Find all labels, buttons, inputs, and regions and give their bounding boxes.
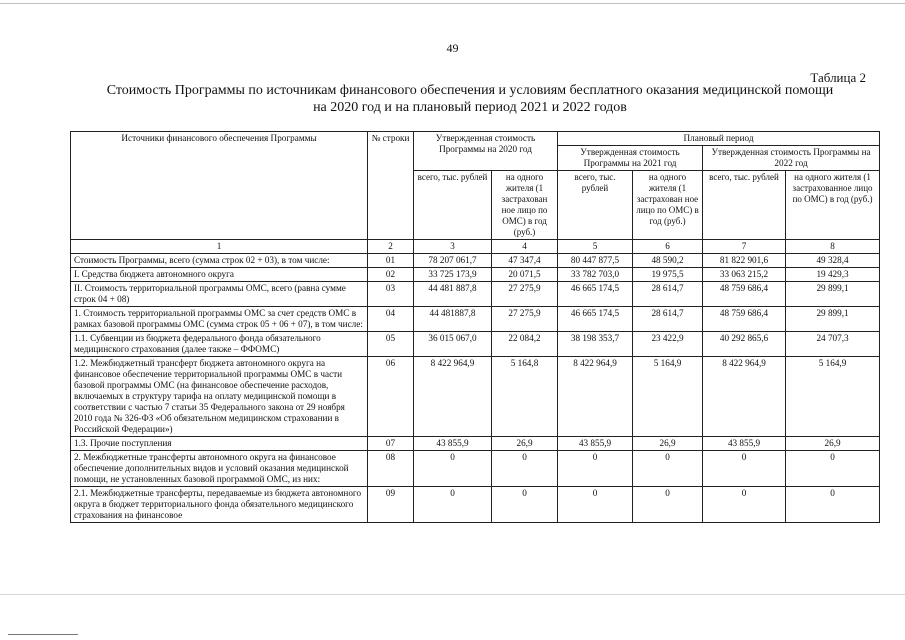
- total-2022-cell: 48 759 686,4: [703, 282, 786, 307]
- total-2021-cell: 38 198 353,7: [558, 332, 633, 357]
- header-total-2021: всего, тыс. рублей: [558, 171, 633, 240]
- row-number: 05: [368, 332, 414, 357]
- total-2020-cell: 43 855,9: [414, 437, 492, 451]
- per-capita-2022-cell: 29 899,1: [786, 282, 880, 307]
- total-2020-cell: 0: [414, 451, 492, 487]
- per-capita-2020-cell: 20 071,5: [492, 268, 558, 282]
- total-2021-cell: 8 422 964,9: [558, 357, 633, 437]
- total-2022-cell: 48 759 686,4: [703, 307, 786, 332]
- total-2021-cell: 0: [558, 451, 633, 487]
- per-capita-2020-cell: 0: [492, 451, 558, 487]
- total-2021-cell: 0: [558, 487, 633, 523]
- row-source-name: I. Средства бюджета автономного округа: [71, 268, 368, 282]
- per-capita-2020-cell: 27 275,9: [492, 282, 558, 307]
- table-row: [71, 357, 880, 437]
- column-number: 6: [633, 240, 703, 254]
- table-row: [71, 307, 880, 332]
- per-capita-2021-cell: 0: [633, 487, 703, 523]
- per-capita-2022-cell: 26,9: [786, 437, 880, 451]
- row-source-name: II. Стоимость территориальной программы ОМС, всего (равна сумме строк 04 + 08): [71, 282, 368, 307]
- header-row-number: № строки: [368, 132, 414, 240]
- per-capita-2022-cell: 5 164,9: [786, 357, 880, 437]
- cost-table: [70, 131, 880, 523]
- column-number: 2: [368, 240, 414, 254]
- scan-mark: [8, 634, 78, 635]
- per-capita-2021-cell: 0: [633, 451, 703, 487]
- total-2020-cell: 36 015 067,0: [414, 332, 492, 357]
- row-source-name: 2. Межбюджетные трансферты автономного округа на финансовое обеспечение дополнительных видов и условий оказания медицинской помощи, не установленных базовой программой ОМС, из них:: [71, 451, 368, 487]
- column-number-row: [71, 240, 880, 254]
- table-label: Таблица 2: [810, 70, 866, 85]
- column-number: 8: [786, 240, 880, 254]
- column-number: 4: [492, 240, 558, 254]
- total-2022-cell: 40 292 865,6: [703, 332, 786, 357]
- row-source-name: 1. Стоимость территориальной программы ОМС за счет средств ОМС в рамках базовой программы ОМС (сумма строк 05 + 06 + 07), в том числе:: [71, 307, 368, 332]
- row-source-name: 1.1. Субвенции из бюджета федерального фонда обязательного медицинского страхования (далее также – ФФОМС): [71, 332, 368, 357]
- total-2022-cell: 33 063 215,2: [703, 268, 786, 282]
- title-line-1: Стоимость Программы по источникам финансового обеспечения и условиям бесплатного оказания медицинской помощи: [106, 83, 834, 98]
- column-number: 7: [703, 240, 786, 254]
- per-capita-2021-cell: 28 614,7: [633, 282, 703, 307]
- scan-edge-line: [0, 3, 905, 4]
- total-2020-cell: 78 207 061,7: [414, 254, 492, 268]
- table-row: [71, 332, 880, 357]
- column-number: 5: [558, 240, 633, 254]
- row-number: 09: [368, 487, 414, 523]
- total-2022-cell: 0: [703, 487, 786, 523]
- per-capita-2020-cell: 22 084,2: [492, 332, 558, 357]
- table-row: [71, 254, 880, 268]
- row-number: 02: [368, 268, 414, 282]
- table-row: [71, 451, 880, 487]
- table-row: [71, 282, 880, 307]
- header-per-capita-2022: на одного жителя (1 застрахованное лицо по ОМС) в год (руб.): [786, 171, 880, 240]
- header-approved-2022: Утвержденная стоимость Программы на 2022 год: [703, 146, 880, 171]
- total-2021-cell: 46 665 174,5: [558, 282, 633, 307]
- per-capita-2022-cell: 0: [786, 451, 880, 487]
- per-capita-2021-cell: 23 422,9: [633, 332, 703, 357]
- page-edge-line: [0, 594, 905, 595]
- header-approved-2020: Утвержденная стоимость Программы на 2020 год: [414, 132, 558, 171]
- row-source-name: 1.3. Прочие поступления: [71, 437, 368, 451]
- per-capita-2020-cell: 0: [492, 487, 558, 523]
- header-row-1: [71, 132, 880, 146]
- total-2020-cell: 33 725 173,9: [414, 268, 492, 282]
- per-capita-2021-cell: 28 614,7: [633, 307, 703, 332]
- per-capita-2020-cell: 5 164,8: [492, 357, 558, 437]
- header-total-2020: всего, тыс. рублей: [414, 171, 492, 240]
- page-number: 49: [446, 41, 459, 55]
- row-number: 04: [368, 307, 414, 332]
- total-2020-cell: 44 481 887,8: [414, 282, 492, 307]
- total-2021-cell: 80 447 877,5: [558, 254, 633, 268]
- row-number: 03: [368, 282, 414, 307]
- table-row: [71, 487, 880, 523]
- row-number: 01: [368, 254, 414, 268]
- per-capita-2020-cell: 26,9: [492, 437, 558, 451]
- document-title: [90, 82, 850, 116]
- total-2022-cell: 0: [703, 451, 786, 487]
- total-2022-cell: 43 855,9: [703, 437, 786, 451]
- header-total-2022: всего, тыс. рублей: [703, 171, 786, 240]
- header-source: Источники финансового обеспечения Программы: [71, 132, 368, 240]
- per-capita-2022-cell: 24 707,3: [786, 332, 880, 357]
- total-2020-cell: 44 481887,8: [414, 307, 492, 332]
- total-2020-cell: 0: [414, 487, 492, 523]
- total-2021-cell: 33 782 703,0: [558, 268, 633, 282]
- per-capita-2022-cell: 19 429,3: [786, 268, 880, 282]
- header-planned-period: Плановый период: [558, 132, 880, 146]
- per-capita-2021-cell: 19 975,5: [633, 268, 703, 282]
- row-source-name: 1.2. Межбюджетный трансферт бюджета автономного округа на финансовое обеспечение территориальной программы ОМС в части базовой программы ОМС (на финансовое обеспечение расходов, включаемых в структуру тарифа на оплату медицинской помощи в соответствии с частью 7 статьи 35 Федерального закона от 29 ноября 2010 года № 326-ФЗ «Об обязательном медицинском страховании в Российской Федерации»): [71, 357, 368, 437]
- column-number: 1: [71, 240, 368, 254]
- total-2020-cell: 8 422 964,9: [414, 357, 492, 437]
- row-number: 07: [368, 437, 414, 451]
- per-capita-2022-cell: 49 328,4: [786, 254, 880, 268]
- column-number: 3: [414, 240, 492, 254]
- header-approved-2021: Утвержденная стоимость Программы на 2021 год: [558, 146, 703, 171]
- row-number: 08: [368, 451, 414, 487]
- table-row: [71, 268, 880, 282]
- total-2022-cell: 8 422 964,9: [703, 357, 786, 437]
- per-capita-2021-cell: 5 164,9: [633, 357, 703, 437]
- title-line-2: на 2020 год и на плановый период 2021 и 2022 годов: [313, 100, 627, 115]
- row-source-name: Стоимость Программы, всего (сумма строк 02 + 03), в том числе:: [71, 254, 368, 268]
- total-2022-cell: 81 822 901,6: [703, 254, 786, 268]
- per-capita-2021-cell: 48 590,2: [633, 254, 703, 268]
- header-per-capita-2021: на одного жителя (1 застрахован ное лицо по ОМС) в год (руб.): [633, 171, 703, 240]
- row-source-name: 2.1. Межбюджетные трансферты, передаваемые из бюджета автономного округа в бюджет территориального фонда обязательного медицинского страхования на финансовое: [71, 487, 368, 523]
- per-capita-2020-cell: 27 275,9: [492, 307, 558, 332]
- total-2021-cell: 43 855,9: [558, 437, 633, 451]
- header-per-capita-2020: на одного жителя (1 застрахован ное лицо по ОМС) в год (руб.): [492, 171, 558, 240]
- per-capita-2021-cell: 26,9: [633, 437, 703, 451]
- table-row: [71, 437, 880, 451]
- per-capita-2022-cell: 0: [786, 487, 880, 523]
- total-2021-cell: 46 665 174,5: [558, 307, 633, 332]
- row-number: 06: [368, 357, 414, 437]
- per-capita-2022-cell: 29 899,1: [786, 307, 880, 332]
- per-capita-2020-cell: 47 347,4: [492, 254, 558, 268]
